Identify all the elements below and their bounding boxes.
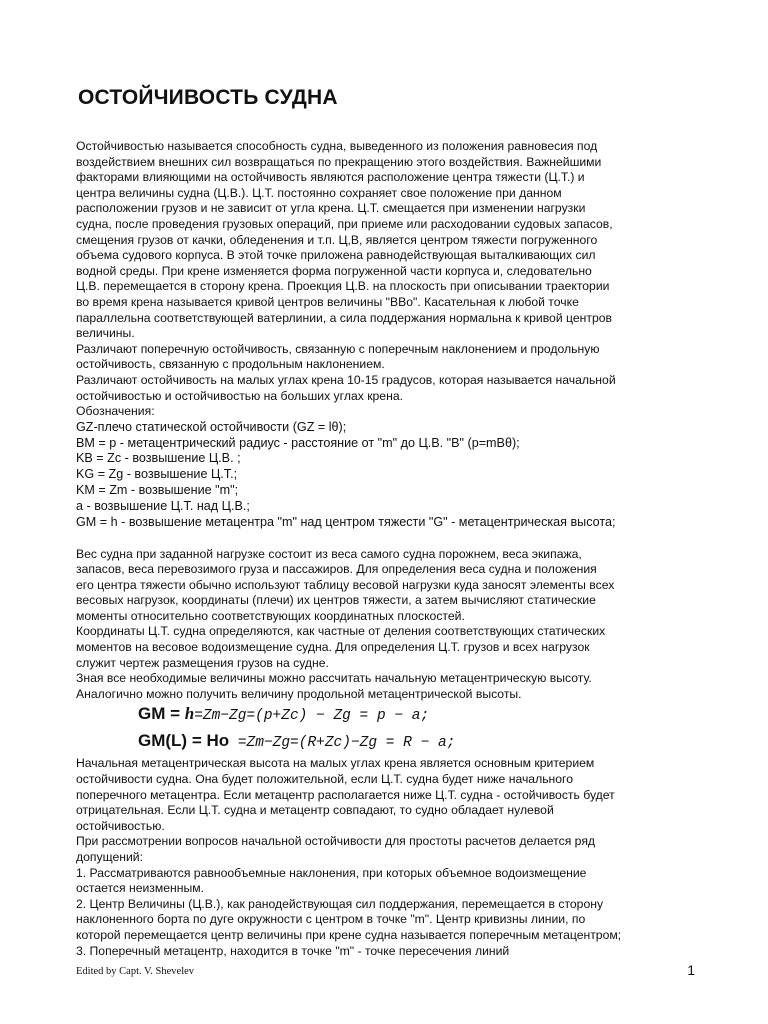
text-line: запасов, веса перевозимого груза и пассажиров. Для определения веса судна и положения [76, 562, 597, 577]
definition-item: KG = Zg - возвышение Ц.Т.; [76, 467, 238, 482]
text-line: величины. [76, 326, 135, 341]
formula-gm-rhs: =Zm−Zg=(p+Zc) − Zg = p − a; [194, 708, 430, 725]
text-line: его центра тяжести обычно используют таблицу весовой нагрузки куда заносят элементы всех [76, 577, 615, 592]
text-line: объема судового корпуса. В этой точке приложена равнодействующая выталкивающих сил [76, 248, 596, 263]
text-line: Начальная метацентрическая высота на малых углах крена является основным критерием [76, 756, 595, 771]
text-line: 3. Поперечный метацентр, находится в точке "m" - точке пересечения линий [76, 943, 510, 958]
text-line: 1. Рассматриваются равнообъемные наклонения, при которых объемное водоизмещение [76, 865, 587, 880]
definition-item: GZ-плечо статической остойчивости (GZ = lθ); [76, 419, 347, 434]
text-line: воздействием внешних сил возвращаться по прекращению этого воздействия. Важнейшими [76, 154, 602, 169]
page-title: ОСТОЙЧИВОСТЬ СУДНА [78, 86, 338, 109]
text-line: остойчивостью. [76, 818, 165, 833]
formula-gm [76, 706, 676, 729]
text-line: Зная все необходимые величины можно рассчитать начальную метацентрическую высоту. [76, 671, 592, 686]
text-line: поперечного метацентра. Если метацентр располагается ниже Ц.Т. судна - остойчивость будет [76, 787, 615, 802]
text-line: которой перемещается центр величины при крене судна называется поперечным метацентром; [76, 927, 622, 942]
text-line: параллельна соответствующей ватерлинии, а сила поддержания нормальна к кривой центров [76, 310, 612, 325]
text-line: смещения грузов от качки, обледенения и т.п. Ц,В, является центром тяжести погруженного [76, 232, 598, 247]
text-line: моментов на весовое водоизмещение судна. Для определения Ц.Т. грузов и всех нагрузок [76, 640, 590, 655]
definition-item: a - возвышение Ц.Т. над Ц.В.; [76, 499, 250, 514]
text-line: служит чертеж размещения грузов на судне. [76, 655, 329, 670]
text-line: допущений: [76, 850, 143, 865]
text-line: весовых нагрузок, координаты (плечи) их центров тяжести, а затем вычисляют статические [76, 593, 596, 608]
text-line: отрицательная. Если Ц.Т. судна и метацентр совпадают, то судно обладает нулевой [76, 803, 554, 818]
text-line: Различают поперечную остойчивость, связанную с поперечным наклонением и продольную [76, 341, 600, 356]
definitions-list [76, 420, 676, 531]
text-line: во время крена называется кривой центров величины "ВВо". Касательная к любой точке [76, 294, 579, 309]
definition-item: KM = Zm - возвышение "m"; [76, 483, 239, 498]
text-line: расположении грузов и не зависит от угла крена. Ц.Т. смещается при изменении нагрузки [76, 201, 586, 216]
paragraph-1 [76, 139, 676, 420]
text-line: судна, после проведения грузовых операций, при приеме или расходовании судовых запасов, [76, 216, 613, 231]
paragraph-2 [76, 547, 676, 703]
text-line: остойчивость, связанную с продольным наклонением. [76, 357, 385, 372]
formula-gml [76, 733, 676, 756]
definition-item: BM = р - метацентрический радиус - расстояние от "m" до Ц.В. "В" (р=mBθ); [76, 435, 520, 450]
text-line: Вес судна при заданной нагрузке состоит из веса самого судна порожнем, веса экипажа, [76, 546, 582, 561]
page-number: 1 [687, 962, 695, 978]
text-line: остойчивостью и остойчивостью на больших углах крена. [76, 388, 403, 403]
paragraph-3 [76, 756, 676, 959]
definition-item: KB = Zc - возвышение Ц.В. ; [76, 451, 241, 466]
text-line: 2. Центр Величины (Ц.В.), как ранодействующая сил поддержания, перемещается в сторону [76, 896, 604, 911]
formula-gm-h: h [184, 704, 195, 724]
formula-gml-lhs: GM(L) = Ho [138, 731, 230, 751]
document-body [76, 139, 676, 959]
text-line: факторами влияющими на остойчивость являются расположение центра тяжести (Ц.Т.) и [76, 170, 585, 185]
text-line: центра величины судна (Ц.В.). Ц.Т. постоянно сохраняет свое положение при данном [76, 185, 562, 200]
text-line: Обозначения: [76, 404, 155, 419]
definition-item: GM = h - возвышение метацентра "m" над центром тяжести "G" - метацентрическая высота; [76, 515, 616, 530]
text-line: моменты относительно соответствующих координатных плоскостей. [76, 608, 465, 623]
text-line: остойчивости судна. Она будет положительной, если Ц.Т. судна будет ниже начального [76, 772, 574, 787]
formula-gm-lhs: GM = [138, 704, 185, 724]
text-line: водной среды. При крене изменяется форма погруженной части корпуса и, следовательно [76, 263, 592, 278]
text-line: Координаты Ц.Т. судна определяются, как частные от деления соответствующих статических [76, 624, 606, 639]
text-line: Различают остойчивость на малых углах крена 10-15 градусов, которая называется начальной [76, 372, 616, 387]
footer-credit: Edited by Capt. V. Shevelev [76, 966, 195, 977]
text-line: Остойчивостью называется способность судна, выведенного из положения равновесия под [76, 139, 598, 153]
text-line: наклоненного борта по дуге окружности с центром в точке "m". Центр кривизны линии, по [76, 912, 586, 927]
text-line: остается неизменным. [76, 881, 205, 896]
text-line: Аналогично можно получить величину продольной метацентрической высоты. [76, 686, 522, 701]
text-line: При рассмотрении вопросов начальной остойчивости для простоты расчетов делается ряд [76, 834, 596, 849]
blank-line [76, 531, 676, 547]
formula-gml-rhs: =Zm−Zg=(R+Zc)−Zg = R − a; [229, 735, 456, 752]
text-line: Ц.В. перемещается в сторону крена. Проекция Ц.В. на плоскость при описывании траектории [76, 279, 610, 294]
